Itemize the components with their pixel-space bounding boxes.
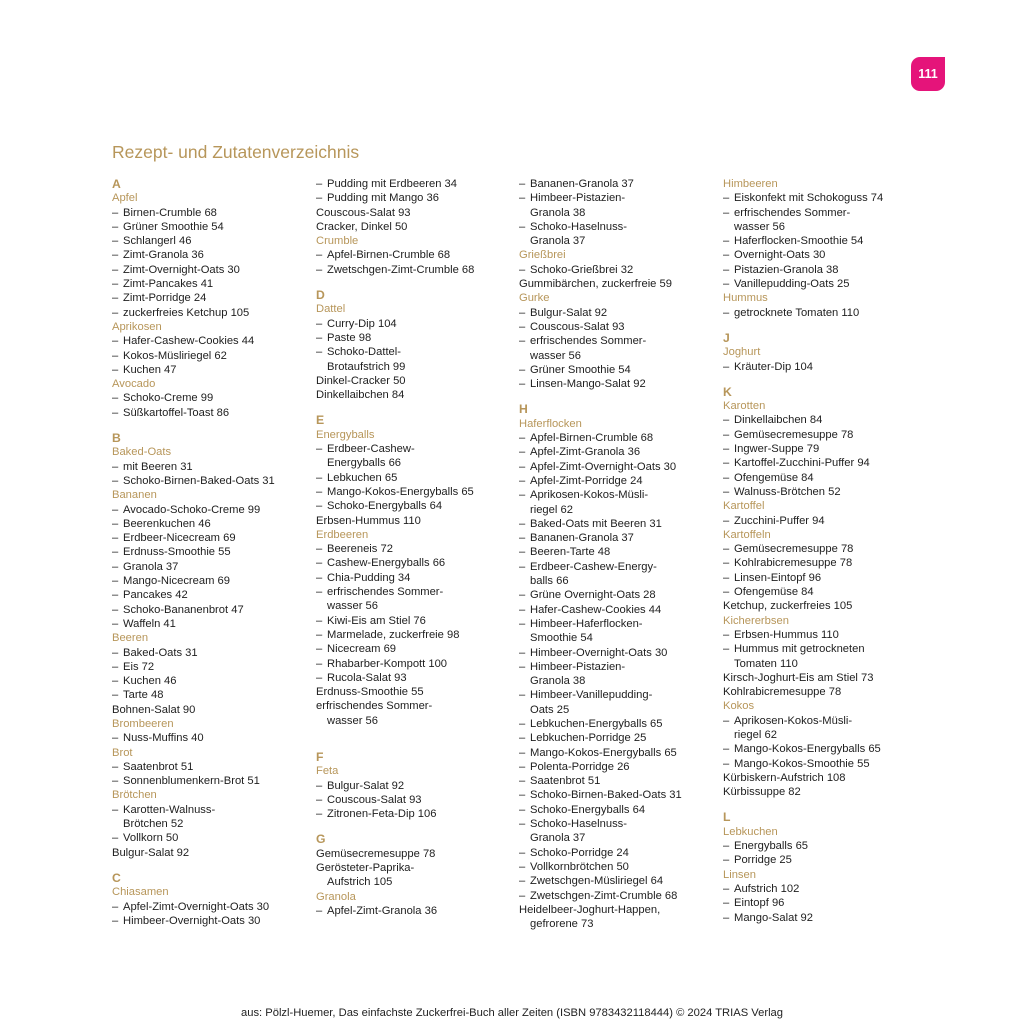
index-subentry: – Kräuter-Dip 104 [723, 360, 919, 374]
index-subentry-continuation: Brotaufstrich 99 [327, 360, 406, 373]
index-subentry: – Apfel-Zimt-Granola 36 [519, 445, 715, 459]
index-subentry: – Zimt-Pancakes 41 [112, 277, 308, 291]
index-subentry-continuation: wasser 56 [530, 349, 581, 362]
category-heading: Hummus [723, 292, 768, 305]
index-subentry: – Pudding mit Erdbeeren 34 [316, 177, 512, 191]
index-subentry: – Erdbeer-Cashew- [316, 442, 512, 456]
section-spacer [519, 391, 715, 402]
index-subentry: – Saatenbrot 51 [519, 774, 715, 788]
category-heading: Kokos [723, 700, 755, 713]
index-subentry: – Mango-Kokos-Energyballs 65 [519, 746, 715, 760]
index-subentry: – zuckerfreies Ketchup 105 [112, 306, 308, 320]
index-subentry: – Hafer-Cashew-Cookies 44 [519, 603, 715, 617]
index-subentry: – Beeren-Tarte 48 [519, 545, 715, 559]
category-heading: Brombeeren [112, 717, 174, 730]
index-subentry: – Bulgur-Salat 92 [316, 779, 512, 793]
index-subentry: – Granola 37 [112, 560, 308, 574]
index-entry: Gummibärchen, zuckerfreie 59 [519, 278, 672, 291]
index-subentry: – Apfel-Zimt-Overnight-Oats 30 [112, 900, 308, 914]
index-subentry: – Schoko-Birnen-Baked-Oats 31 [519, 788, 715, 802]
index-subentry: – Energyballs 65 [723, 839, 919, 853]
index-subentry: – Apfel-Zimt-Porridge 24 [519, 474, 715, 488]
index-subentry: – Lebkuchen-Energyballs 65 [519, 717, 715, 731]
section-spacer [316, 728, 512, 739]
category-heading: Beeren [112, 632, 149, 645]
index-subentry: – Vollkornbrötchen 50 [519, 860, 715, 874]
index-entry: Dinkellaibchen 84 [316, 389, 405, 402]
index-subentry: – Vollkorn 50 [112, 831, 308, 845]
letter-heading: E [316, 413, 325, 428]
category-heading: Erdbeeren [316, 528, 369, 541]
category-heading: Lebkuchen [723, 825, 778, 838]
index-subentry: – Kuchen 46 [112, 674, 308, 688]
index-column-3 [519, 177, 715, 931]
letter-heading: H [519, 402, 528, 417]
index-subentry: – Himbeer-Pistazien- [519, 191, 715, 205]
index-entry-continuation: Aufstrich 105 [327, 876, 393, 889]
index-subentry: – Sonnenblumenkern-Brot 51 [112, 774, 308, 788]
section-spacer [723, 374, 919, 385]
category-heading: Kartoffel [723, 500, 765, 513]
category-heading: Kartoffeln [723, 528, 771, 541]
index-subentry: – Pistazien-Granola 38 [723, 263, 919, 277]
index-subentry: – Zucchini-Puffer 94 [723, 514, 919, 528]
index-entry: Cracker, Dinkel 50 [316, 220, 408, 233]
index-subentry: – erfrischendes Sommer- [519, 334, 715, 348]
index-subentry: – Couscous-Salat 93 [316, 793, 512, 807]
index-subentry: – Kiwi-Eis am Stiel 76 [316, 614, 512, 628]
index-subentry: – Vanillepudding-Oats 25 [723, 277, 919, 291]
section-spacer [316, 821, 512, 832]
category-heading: Himbeeren [723, 178, 778, 190]
index-subentry: – Curry-Dip 104 [316, 317, 512, 331]
index-subentry: – Zimt-Overnight-Oats 30 [112, 263, 308, 277]
category-heading: Linsen [723, 868, 756, 881]
index-subentry: – Schoko-Haselnuss- [519, 220, 715, 234]
section-spacer [112, 420, 308, 431]
index-subentry: – Schoko-Grießbrei 32 [519, 263, 715, 277]
index-subentry: – Eis 72 [112, 660, 308, 674]
index-subentry: – Karotten-Walnuss- [112, 803, 308, 817]
index-subentry: – getrocknete Tomaten 110 [723, 306, 919, 320]
index-entry-continuation: gefrorene 73 [530, 918, 594, 931]
index-subentry: – erfrischendes Sommer- [723, 206, 919, 220]
category-heading: Chiasamen [112, 886, 169, 899]
index-subentry-continuation: wasser 56 [734, 220, 785, 233]
category-heading: Granola [316, 890, 356, 903]
index-entry: Gemüsecremesuppe 78 [316, 847, 436, 860]
index-subentry: – Apfel-Birnen-Crumble 68 [519, 431, 715, 445]
index-subentry: – Saatenbrot 51 [112, 760, 308, 774]
letter-heading: B [112, 431, 121, 446]
index-subentry: – Schoko-Energyballs 64 [316, 499, 512, 513]
category-heading: Crumble [316, 235, 359, 248]
index-subentry: – Schoko-Bananenbrot 47 [112, 603, 308, 617]
index-subentry: – Schoko-Energyballs 64 [519, 803, 715, 817]
index-subentry-continuation: riegel 62 [530, 503, 573, 516]
index-subentry-continuation: riegel 62 [734, 728, 777, 741]
footer-credit: aus: Pölzl-Huemer, Das einfachste Zuckerfrei-Buch aller Zeiten (ISBN 9783432118444) © 2024 TRIAS Verlag [241, 1007, 783, 1019]
index-subentry: – Tarte 48 [112, 688, 308, 702]
index-subentry: – Cashew-Energyballs 66 [316, 556, 512, 570]
index-subentry: – Paste 98 [316, 331, 512, 345]
index-subentry-continuation: wasser 56 [327, 600, 378, 613]
index-subentry: – Süßkartoffel-Toast 86 [112, 406, 308, 420]
category-heading: Gurke [519, 292, 550, 305]
index-subentry: – Erdbeer-Cashew-Energy- [519, 560, 715, 574]
letter-heading: L [723, 810, 731, 825]
category-heading: Haferflocken [519, 417, 582, 430]
letter-heading: F [316, 749, 324, 764]
index-column-2 [316, 177, 512, 918]
index-subentry: – Ofengemüse 84 [723, 471, 919, 485]
index-subentry: – Schoko-Creme 99 [112, 391, 308, 405]
index-subentry-continuation: Brötchen 52 [123, 818, 184, 831]
letter-heading: J [723, 330, 730, 345]
category-heading: Brötchen [112, 789, 157, 802]
page-title: Rezept- und Zutatenverzeichnis [112, 142, 360, 162]
index-subentry: – Zimt-Granola 36 [112, 248, 308, 262]
index-subentry-continuation: Smoothie 54 [530, 632, 593, 645]
category-heading: Karotten [723, 400, 766, 413]
letter-heading: D [316, 288, 325, 303]
index-subentry: – Grüne Overnight-Oats 28 [519, 588, 715, 602]
index-subentry: – Gemüsecremesuppe 78 [723, 428, 919, 442]
index-subentry: – Lebkuchen 65 [316, 471, 512, 485]
index-subentry: – Birnen-Crumble 68 [112, 206, 308, 220]
category-heading: Feta [316, 765, 339, 778]
category-heading: Brot [112, 746, 133, 759]
index-subentry: – Himbeer-Haferflocken- [519, 617, 715, 631]
index-entry: Dinkel-Cracker 50 [316, 374, 406, 387]
index-subentry: – Hafer-Cashew-Cookies 44 [112, 334, 308, 348]
index-subentry: – Kohlrabicremesuppe 78 [723, 556, 919, 570]
index-column-1 [112, 177, 308, 928]
category-heading: Grießbrei [519, 249, 566, 262]
letter-heading: K [723, 384, 732, 399]
index-subentry: – Lebkuchen-Porridge 25 [519, 731, 715, 745]
index-subentry: – Bananen-Granola 37 [519, 531, 715, 545]
index-subentry: – Beereneis 72 [316, 542, 512, 556]
index-subentry: – Kokos-Müsliriegel 62 [112, 349, 308, 363]
index-entry: Kohlrabicremesuppe 78 [723, 686, 842, 699]
letter-heading: G [316, 832, 326, 847]
index-subentry-continuation: Energyballs 66 [327, 457, 402, 470]
index-subentry-continuation: Oats 25 [530, 703, 570, 716]
index-subentry-continuation: Granola 38 [530, 675, 586, 688]
index-subentry: – Rhabarber-Kompott 100 [316, 657, 512, 671]
index-subentry: – Erdbeer-Nicecream 69 [112, 531, 308, 545]
index-subentry: – Haferflocken-Smoothie 54 [723, 234, 919, 248]
index-subentry: – Zwetschgen-Zimt-Crumble 68 [316, 263, 512, 277]
index-subentry-continuation: Tomaten 110 [734, 657, 798, 670]
index-subentry: – Erbsen-Hummus 110 [723, 628, 919, 642]
index-subentry: – Mango-Salat 92 [723, 911, 919, 925]
index-subentry: – Mango-Kokos-Smoothie 55 [723, 757, 919, 771]
index-subentry: – Kuchen 47 [112, 363, 308, 377]
index-subentry: – Schoko-Dattel- [316, 345, 512, 359]
index-subentry: – Hummus mit getrockneten [723, 642, 919, 656]
index-subentry: – Zimt-Porridge 24 [112, 291, 308, 305]
index-subentry: – Schoko-Haselnuss- [519, 817, 715, 831]
index-subentry: – Mango-Kokos-Energyballs 65 [723, 742, 919, 756]
index-subentry: – Baked-Oats mit Beeren 31 [519, 517, 715, 531]
index-subentry: – Apfel-Zimt-Granola 36 [316, 904, 512, 918]
index-subentry: – Himbeer-Overnight-Oats 30 [519, 646, 715, 660]
category-heading: Aprikosen [112, 320, 162, 333]
index-subentry: – Rucola-Salat 93 [316, 671, 512, 685]
index-subentry-continuation: Granola 37 [530, 235, 586, 248]
index-subentry: – Aprikosen-Kokos-Müsli- [519, 488, 715, 502]
index-subentry: – Linsen-Eintopf 96 [723, 571, 919, 585]
index-subentry: – Overnight-Oats 30 [723, 248, 919, 262]
index-subentry: – Eiskonfekt mit Schokoguss 74 [723, 191, 919, 205]
index-subentry-continuation: Granola 38 [530, 206, 586, 219]
index-entry: Kirsch-Joghurt-Eis am Stiel 73 [723, 671, 874, 684]
index-subentry: – Apfel-Birnen-Crumble 68 [316, 248, 512, 262]
index-entry: Gerösteter-Paprika- [316, 862, 415, 875]
index-subentry: – Polenta-Porridge 26 [519, 760, 715, 774]
index-subentry: – Schoko-Birnen-Baked-Oats 31 [112, 474, 308, 488]
index-subentry: – Walnuss-Brötchen 52 [723, 485, 919, 499]
letter-heading: C [112, 870, 121, 885]
index-subentry: – mit Beeren 31 [112, 460, 308, 474]
index-subentry: – Schlangerl 46 [112, 234, 308, 248]
index-subentry: – Gemüsecremesuppe 78 [723, 542, 919, 556]
section-spacer [723, 320, 919, 331]
index-subentry: – Himbeer-Vanillepudding- [519, 688, 715, 702]
index-subentry: – Erdnuss-Smoothie 55 [112, 545, 308, 559]
index-subentry: – Chia-Pudding 34 [316, 571, 512, 585]
category-heading: Energyballs [316, 428, 375, 441]
category-heading: Bananen [112, 489, 157, 502]
index-subentry: – Porridge 25 [723, 853, 919, 867]
index-subentry: – Grüner Smoothie 54 [112, 220, 308, 234]
index-subentry: – Ingwer-Suppe 79 [723, 442, 919, 456]
category-heading: Kichererbsen [723, 614, 789, 627]
section-spacer [112, 860, 308, 871]
index-entry: Heidelbeer-Joghurt-Happen, [519, 903, 661, 916]
index-subentry: – Pudding mit Mango 36 [316, 191, 512, 205]
index-subentry: – Mango-Nicecream 69 [112, 574, 308, 588]
index-subentry: – Beerenkuchen 46 [112, 517, 308, 531]
index-entry: Ketchup, zuckerfreies 105 [723, 600, 853, 613]
index-entry: Bulgur-Salat 92 [112, 846, 190, 859]
page-number-badge: 111 [911, 57, 945, 91]
index-subentry: – Schoko-Porridge 24 [519, 846, 715, 860]
index-subentry: – Marmelade, zuckerfreie 98 [316, 628, 512, 642]
index-subentry: – Eintopf 96 [723, 896, 919, 910]
index-subentry: – Aprikosen-Kokos-Müsli- [723, 714, 919, 728]
index-subentry-continuation: Granola 37 [530, 832, 586, 845]
index-subentry: – Dinkellaibchen 84 [723, 413, 919, 427]
index-subentry: – Ofengemüse 84 [723, 585, 919, 599]
section-spacer [316, 277, 512, 288]
letter-heading: A [112, 177, 121, 191]
index-subentry: – Himbeer-Pistazien- [519, 660, 715, 674]
section-spacer [316, 402, 512, 413]
index-subentry: – Zwetschgen-Müsliriegel 64 [519, 874, 715, 888]
index-subentry: – Bananen-Granola 37 [519, 177, 715, 191]
index-entry: Kürbissuppe 82 [723, 786, 801, 799]
index-subentry: – Apfel-Zimt-Overnight-Oats 30 [519, 460, 715, 474]
index-subentry: – Linsen-Mango-Salat 92 [519, 377, 715, 391]
index-subentry: – Zitronen-Feta-Dip 106 [316, 807, 512, 821]
index-subentry: – erfrischendes Sommer- [316, 585, 512, 599]
index-subentry: – Zwetschgen-Zimt-Crumble 68 [519, 889, 715, 903]
index-subentry: – Avocado-Schoko-Creme 99 [112, 503, 308, 517]
index-subentry: – Baked-Oats 31 [112, 646, 308, 660]
index-entry: Kürbiskern-Aufstrich 108 [723, 771, 846, 784]
index-subentry: – Mango-Kokos-Energyballs 65 [316, 485, 512, 499]
index-entry: Couscous-Salat 93 [316, 206, 411, 219]
index-subentry: – Pancakes 42 [112, 588, 308, 602]
index-entry: Erbsen-Hummus 110 [316, 514, 421, 527]
index-column-4 [723, 177, 919, 925]
category-heading: Baked-Oats [112, 446, 172, 459]
section-spacer [723, 799, 919, 810]
index-subentry: – Nuss-Muffins 40 [112, 731, 308, 745]
category-heading: Apfel [112, 192, 138, 205]
index-subentry: – Aufstrich 102 [723, 882, 919, 896]
category-heading: Avocado [112, 378, 156, 391]
index-subentry: – Nicecream 69 [316, 642, 512, 656]
index-entry-continuation: wasser 56 [327, 714, 378, 727]
section-spacer [316, 739, 512, 750]
category-heading: Dattel [316, 303, 346, 316]
index-entry: Erdnuss-Smoothie 55 [316, 686, 424, 699]
index-subentry-continuation: balls 66 [530, 575, 569, 588]
category-heading: Joghurt [723, 346, 761, 359]
index-entry: Bohnen-Salat 90 [112, 703, 196, 716]
index-subentry: – Kartoffel-Zucchini-Puffer 94 [723, 456, 919, 470]
index-entry: erfrischendes Sommer- [316, 700, 433, 713]
index-subentry: – Grüner Smoothie 54 [519, 363, 715, 377]
index-subentry: – Waffeln 41 [112, 617, 308, 631]
index-subentry: – Bulgur-Salat 92 [519, 306, 715, 320]
index-subentry: – Couscous-Salat 93 [519, 320, 715, 334]
index-subentry: – Himbeer-Overnight-Oats 30 [112, 914, 308, 928]
